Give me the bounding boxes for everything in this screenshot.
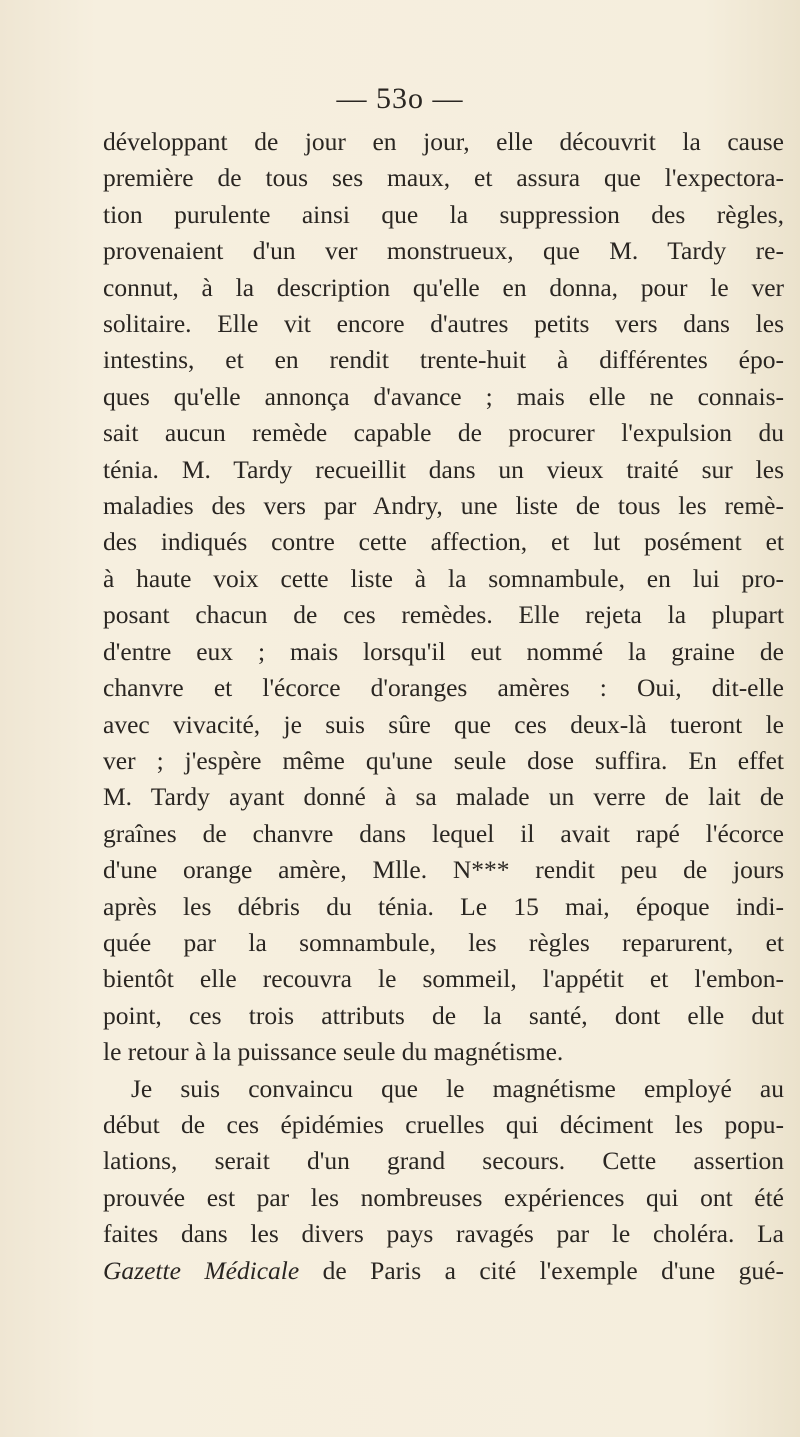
text-line: Je suis convaincu que le magnétisme employé au — [131, 1073, 784, 1103]
text-line: ténia. M. Tardy recueillit dans un vieux traité sur les — [103, 454, 784, 484]
text-line: faites dans les divers pays ravagés par le choléra. La — [103, 1219, 784, 1249]
text-line: maladies des vers par Andry, une liste de tous les remè- — [103, 491, 784, 521]
text-line: après les débris du ténia. Le 15 mai, époque indi- — [103, 891, 784, 921]
text-line: provenaient d'un ver monstrueux, que M. Tardy re- — [103, 236, 784, 266]
text-line: des indiqués contre cette affection, et lut posément et — [103, 527, 784, 557]
text-line: lations, serait d'un grand secours. Cette assertion — [103, 1146, 784, 1176]
text-line: chanvre et l'écorce d'oranges amères : Oui, dit-elle — [103, 673, 784, 703]
text-line: posant chacun de ces remèdes. Elle rejeta la plupart — [103, 600, 784, 630]
text-line: début de ces épidémies cruelles qui déciment les popu- — [103, 1109, 784, 1139]
text-line: bientôt elle recouvra le sommeil, l'appétit et l'embon- — [103, 964, 784, 994]
text-line: quée par la somnambule, les règles reparurent, et — [103, 927, 784, 957]
text-line: première de tous ses maux, et assura que l'expectora- — [103, 163, 784, 193]
text-line: M. Tardy ayant donné à sa malade un verre de lait de — [103, 782, 784, 812]
text-line: le retour à la puissance seule du magnétisme. — [103, 1037, 564, 1067]
text-line: sait aucun remède capable de procurer l'expulsion du — [103, 418, 784, 448]
text-line: ques qu'elle annonça d'avance ; mais elle ne connais- — [103, 381, 784, 411]
text-line: graînes de chanvre dans lequel il avait rapé l'écorce — [103, 818, 784, 848]
text-line: à haute voix cette liste à la somnambule, en lui pro- — [103, 563, 784, 593]
journal-title: Gazette Médicale — [103, 1255, 300, 1285]
text-line: solitaire. Elle vit encore d'autres petits vers dans les — [103, 309, 784, 339]
text-line: avec vivacité, je suis sûre que ces deux-là tueront le — [103, 709, 784, 739]
text-line-final — [103, 1253, 784, 1289]
text-line: tion purulente ainsi que la suppression des règles, — [103, 199, 784, 229]
text-line: point, ces trois attributs de la santé, dont elle dut — [103, 1000, 784, 1030]
text-line: d'entre eux ; mais lorsqu'il eut nommé la graine de — [103, 636, 784, 666]
text-line: développant de jour en jour, elle découvrit la cause — [103, 127, 784, 156]
text-line: connut, à la description qu'elle en donna, pour le ver — [103, 272, 784, 302]
text-line: prouvée est par les nombreuses expériences qui ont été — [103, 1182, 784, 1212]
body-text — [103, 124, 793, 1289]
text-line: ver ; j'espère même qu'une seule dose suffira. En effet — [103, 745, 784, 775]
text-line: d'une orange amère, Mlle. N*** rendit peu de jours — [103, 855, 784, 885]
text-line: intestins, et en rendit trente-huit à différentes épo- — [103, 345, 784, 375]
text-line-rest: de Paris a cité l'exemple d'une gué- — [299, 1255, 784, 1285]
page-number: — 53o — — [336, 82, 464, 115]
